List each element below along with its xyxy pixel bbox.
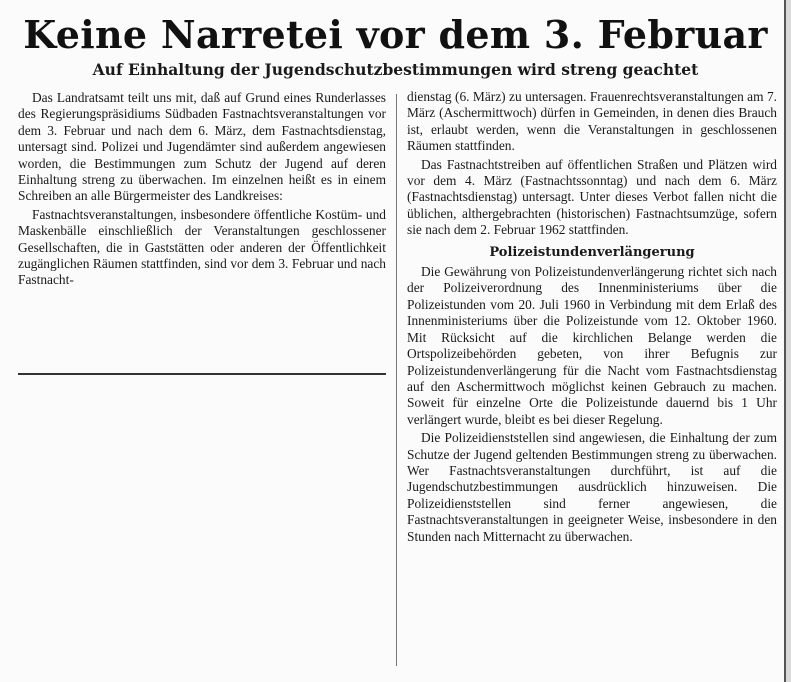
left-paragraph-1: Das Landratsamt teilt uns mit, daß auf Grund eines Runderlasses des Regierungspräsidiums Südbaden Fastnachtsveranstaltungen vor dem 3. Februar und nach dem 6. März, dem Fastnachtsdienstag, untersagt sind. Polizei und Jugendämter sind außerdem angewiesen worden, die Bestimmungen zum Schutz der Jugend auf deren Einhaltung streng zu überwachen. Im einzelnen heißt es in einem Schreiben an alle Bürgermeister des Landkreises: <box>18 90 386 204</box>
left-paragraph-2: Fastnachtsveranstaltungen, insbesondere öffentliche Kostüm- und Maskenbälle einschließlich der Veranstaltungen geschlossener Gesellschaften, die in Gaststätten oder anderen der Öffentlichkeit zugänglichen Räumen stattfinden, sind vor dem 3. Februar und nach Fastnacht- <box>18 206 386 288</box>
article-headline: Keine Narretei vor dem 3. Februar <box>23 12 768 57</box>
right-paragraph-2: Das Fastnachtstreiben auf öffentlichen Straßen und Plätzen wird vor dem 4. März (Fastnachtssonntag) und nach dem 6. März (Fastnachtsdienstag) untersagt. Unter dieses Verbot fallen nicht die üblichen, althergebrachten (historischen) Fastnachtsumzüge, sofern sie nach dem 2. Februar 1962 stattfinden. <box>407 156 777 238</box>
right-paragraph-4: Die Polizeidienststellen sind angewiesen, die Einhaltung der zum Schutze der Jugend geltenden Bestimmungen streng zu überwachen. Wer Fastnachtsveranstaltungen durchführt, ist auf die Jugendschutzbestimmungen ausdrücklich hinzuweisen. Die Polizeidienststellen sind ferner angewiesen, die Fastnachtsveranstaltungen in geeigneter Weise, insbesondere in den Stunden nach Mitternacht zu überwachen. <box>407 430 777 544</box>
right-paragraph-3: Die Gewährung von Polizeistundenverlängerung richtet sich nach der Polizeiverordnung des Innenministeriums über die Polizeistunden vom 20. Juli 1960 in Verbindung mit dem Erlaß des Innenministeriums über die Polizeistunde vom 12. Oktober 1960. Mit Rücksicht auf die kirchlichen Belange werden die Ortspolizeibehörden gebeten, von ihrer Befugnis zur Polizeistundenverlängerung für die Nacht vom Fastnachtsdienstag auf den Aschermittwoch möglichst keinen Gebrauch zu machen. Soweit für einzelne Orte die Polizeistunde dauernd bis 1 Uhr verlängert wurde, bleibt es bei dieser Regelung. <box>407 264 777 427</box>
left-column-end-rule <box>18 373 386 375</box>
article-subheadline: Auf Einhaltung der Jugendschutzbestimmungen wird streng geachtet <box>92 60 699 79</box>
scan-edge <box>784 0 791 682</box>
right-column <box>407 89 777 545</box>
column-divider <box>396 94 397 666</box>
left-column <box>18 90 386 289</box>
section-heading: Polizeistundenverlängerung <box>489 244 695 260</box>
right-paragraph-1: dienstag (6. März) zu untersagen. Frauenrechtsveranstaltungen am 7. März (Aschermittwoch) dürfen in Gemeinden, in denen dies Brauch ist, erlaubt werden, wenn die Veranstaltungen in geschlossenen Räumen stattfinden. <box>407 89 777 154</box>
